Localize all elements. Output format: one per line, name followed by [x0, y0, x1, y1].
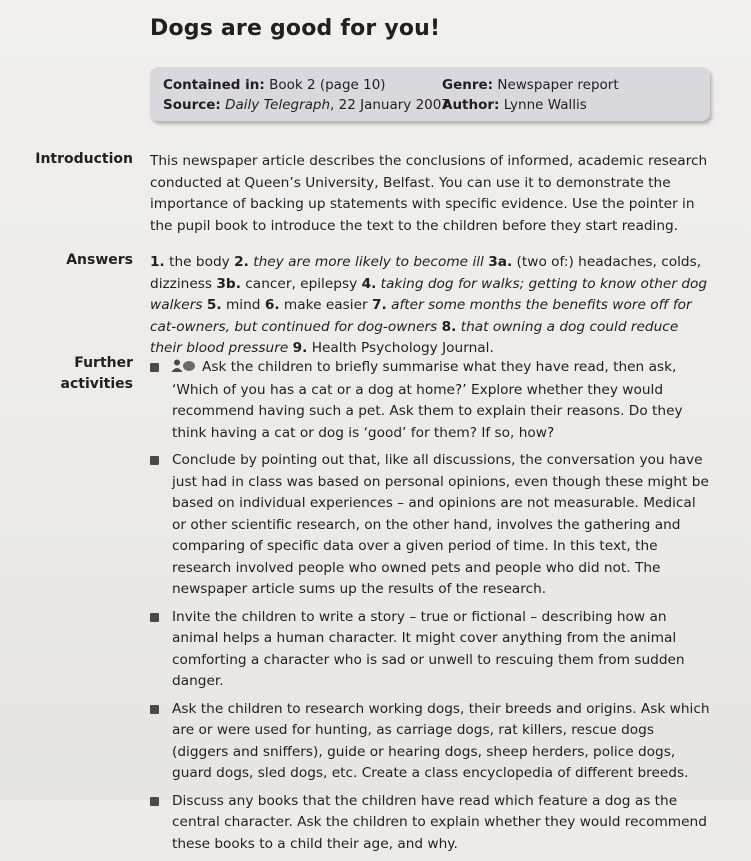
answer-number: 7.	[372, 297, 387, 313]
activity-bullet	[150, 791, 712, 856]
source-label: Source:	[163, 97, 221, 113]
answer-number: 5.	[206, 297, 222, 313]
answer-number: 8.	[441, 318, 457, 335]
further-heading-line2: activities	[60, 376, 133, 392]
answer-text: mind	[225, 297, 261, 313]
answer-text: that owning a dog could reduce their blood pressure	[150, 318, 679, 356]
further-activities-list	[150, 357, 712, 861]
answer-number: 4.	[361, 275, 377, 292]
answer-text: after some months the benefits wore off for cat-owners, but continued for dog-owners	[150, 297, 692, 335]
genre-label: Genre:	[442, 77, 494, 93]
contained-in-value: Book 2 (page 10)	[269, 77, 386, 93]
source-publication: Daily Telegraph	[225, 97, 331, 113]
activity-text: Invite the children to write a story – true or fictional – describing how an animal helps a human character. It might cover anything from the animal comforting a character who is sad or unwell to rescuing them from sudden danger.	[172, 608, 685, 689]
bullet-square-icon	[150, 363, 159, 372]
activity-bullet	[150, 699, 712, 785]
introduction-heading: Introduction	[35, 151, 133, 167]
answers-heading: Answers	[66, 252, 133, 268]
answer-number: 9.	[292, 340, 308, 356]
source-line	[163, 96, 450, 114]
source-date: , 22 January 2007	[330, 97, 450, 113]
answer-text: the body	[169, 254, 230, 270]
pair-work-icon	[170, 358, 198, 380]
introduction-text: This newspaper article describes the conclusions of informed, academic research conducted at Queen’s University, Belfast. You can use it to demonstrate the importance of backing up statements with specific evidence. Use the pointer in the pupil book to introduce the text to the children before they start reading.	[150, 153, 708, 234]
further-heading-line1: Further	[74, 355, 133, 371]
activity-text: Ask the children to research working dogs, their breeds and origins. Ask which are or were used for hunting, as carriage dogs, rat killers, rescue dogs (diggers and sniffers), guide or hearing dogs, sheep herders, police dogs, guard dogs, sled dogs, etc. Create a class encyclopedia of different breeds.	[172, 700, 710, 781]
answer-number: 1.	[150, 254, 165, 270]
bullet-square-icon	[150, 705, 159, 714]
answer-text: taking dog for walks; getting to know other dog walkers	[150, 275, 708, 313]
activity-text: Discuss any books that the children have read which feature a dog as the central character. Ask the children to explain whether they would recommend these books to a child their age, and why.	[172, 792, 707, 852]
answer-text: make easier	[283, 297, 368, 313]
activity-bullet	[150, 450, 712, 601]
answer-number: 3a.	[488, 254, 513, 270]
activity-bullet	[150, 607, 712, 693]
activity-text: Conclude by pointing out that, like all discussions, the conversation you have just had in class was based on personal opinions, even though these might be based on individual experiences – and opinions are not measurable. Medical or other scientific research, on the other hand, involves the gathering and comparing of specific data over a given period of time. In this text, the research involved people who owned pets and people who did not. The newspaper article sums up the results of the research.	[172, 452, 709, 597]
text-info-box	[150, 67, 710, 121]
bullet-square-icon	[150, 797, 159, 806]
page-title: Dogs are good for you!	[150, 16, 441, 41]
answer-text: cancer, epilepsy	[245, 275, 358, 292]
author-label: Author:	[442, 97, 500, 113]
genre-line	[442, 76, 619, 94]
author-line	[442, 96, 587, 114]
answer-text: they are more likely to become ill	[253, 254, 484, 270]
genre-value: Newspaper report	[497, 77, 619, 93]
bullet-square-icon	[150, 456, 159, 465]
answer-number: 3b.	[216, 275, 241, 292]
answer-number: 2.	[234, 254, 249, 270]
further-activities-heading	[61, 353, 133, 395]
contained-in-label: Contained in:	[163, 77, 265, 93]
answer-number: 6.	[264, 297, 280, 313]
activity-bullet	[150, 357, 712, 444]
answer-text: (two of:) headaches, colds, dizziness	[150, 254, 702, 292]
bullet-square-icon	[150, 613, 159, 622]
activity-text: Ask the children to briefly summarise what they have read, then ask, ‘Which of you has a cat or a dog at home?’ Explore whether they would recommend having such a pet. Ask them to explain their reasons. Do they think having a cat or dog is ‘good’ for them? If so, how?	[172, 359, 683, 441]
answer-text: Health Psychology Journal.	[311, 340, 494, 356]
contained-in-line	[163, 76, 386, 94]
answers-text	[150, 252, 712, 360]
author-value: Lynne Wallis	[503, 97, 587, 113]
